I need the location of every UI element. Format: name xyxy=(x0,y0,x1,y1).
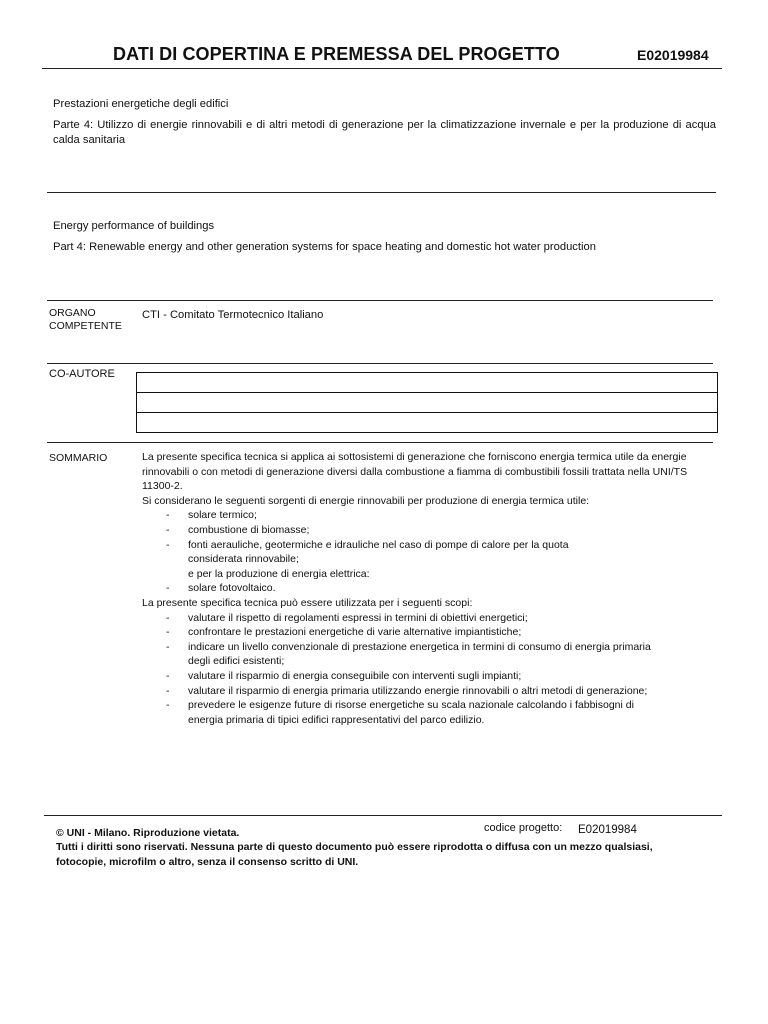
project-code: E02019984 xyxy=(637,47,709,63)
coautore-row xyxy=(137,393,717,413)
list-dash: - xyxy=(166,523,170,536)
italian-title: Prestazioni energetiche degli edifici xyxy=(53,98,229,110)
list-item: - valutare il rispetto di regolamenti espressi in termini di obiettivi energetici; xyxy=(166,611,528,624)
codice-label: codice progetto: xyxy=(484,822,563,834)
codice-value: E02019984 xyxy=(578,824,637,836)
uses-list xyxy=(142,611,720,728)
organo-label-line2: COMPETENTE xyxy=(49,320,122,332)
sommario-text xyxy=(142,450,720,727)
organo-divider xyxy=(47,363,713,364)
english-divider xyxy=(47,300,713,301)
english-title: Energy performance of buildings xyxy=(53,220,215,232)
sommario-label: SOMMARIO xyxy=(49,452,108,464)
list-item: - indicare un livello convenzionale di prestazione energetica in termini di consumo di energia primaria degli edifici esistenti; xyxy=(166,640,651,668)
sommario-sources-intro: Si considerano le seguenti sorgenti di energie rinnovabili per produzione di energia termica utile: xyxy=(142,494,590,507)
coautore-divider xyxy=(47,442,713,443)
sommario-uses-intro: La presente specifica tecnica può essere utilizzata per i seguenti scopi: xyxy=(142,596,473,609)
footer-divider xyxy=(44,815,722,816)
list-dash: - xyxy=(166,582,170,595)
english-subtitle: Part 4: Renewable energy and other generation systems for space heating and domestic hot water production xyxy=(53,241,596,253)
list-dash: - xyxy=(166,699,170,712)
list-dash: - xyxy=(166,684,170,697)
list-item: - solare fotovoltaico. xyxy=(166,582,276,595)
list-dash: - xyxy=(166,626,170,639)
list-item: - combustione di biomasse; xyxy=(166,523,310,536)
copyright: © UNI - Milano. Riproduzione vietata. xyxy=(56,827,240,839)
list-item: - confrontare le prestazioni energetiche di varie alternative impiantistiche; xyxy=(166,626,522,639)
list-dash: - xyxy=(166,640,170,653)
coautore-label: CO-AUTORE xyxy=(49,368,115,380)
list-item: - solare termico; xyxy=(166,509,257,522)
list-item: - prevedere le esigenze future di risorse energetiche su scala nazionale calcolando i fabbisogni di energia primaria di tipici edifici rappresentativi del parco edilizio. xyxy=(166,699,634,726)
coautore-table xyxy=(136,372,718,433)
organo-label xyxy=(49,307,122,333)
header-divider xyxy=(42,68,722,69)
list-dash: - xyxy=(166,669,170,682)
sources-list xyxy=(142,508,720,566)
italian-subtitle: Parte 4: Utilizzo di energie rinnovabili e di altri metodi di generazione per la climatizzazione invernale e per la produzione di acqua calda sanitaria xyxy=(53,119,716,146)
list-dash: - xyxy=(166,611,170,624)
electric-intro: e per la produzione di energia elettrica: xyxy=(188,567,370,580)
coautore-row xyxy=(137,373,717,393)
list-item: - valutare il risparmio di energia conseguibile con interventi sugli impianti; xyxy=(166,669,522,682)
list-item: - valutare il risparmio di energia primaria utilizzando energie rinnovabili o altri metodi di generazione; xyxy=(166,684,648,697)
rights-notice: Tutti i diritti sono riservati. Nessuna parte di questo documento può essere riprodotta o diffusa con un mezzo qualsiasi, fotocopie, microfilm o altro, senza il consenso scritto di UNI. xyxy=(56,841,653,868)
organo-label-line1: ORGANO xyxy=(49,307,96,319)
organo-value: CTI - Comitato Termotecnico Italiano xyxy=(142,309,324,321)
coautore-row xyxy=(137,413,717,432)
list-item: - fonti aerauliche, geotermiche e idrauliche nel caso di pompe di calore per la quota considerata rinnovabile; xyxy=(166,538,569,566)
list-dash: - xyxy=(166,509,170,522)
page-title: DATI DI COPERTINA E PREMESSA DEL PROGETTO xyxy=(113,44,560,64)
title-divider xyxy=(47,192,716,193)
list-dash: - xyxy=(166,538,170,551)
sommario-intro: La presente specifica tecnica si applica ai sottosistemi di generazione che forniscono energia termica utile da energie rinnovabili o con metodi di generazione diversi dalla combustione a fiamma di combustibili fossili trattata nella UNI/TS 11300-2. xyxy=(142,451,688,493)
